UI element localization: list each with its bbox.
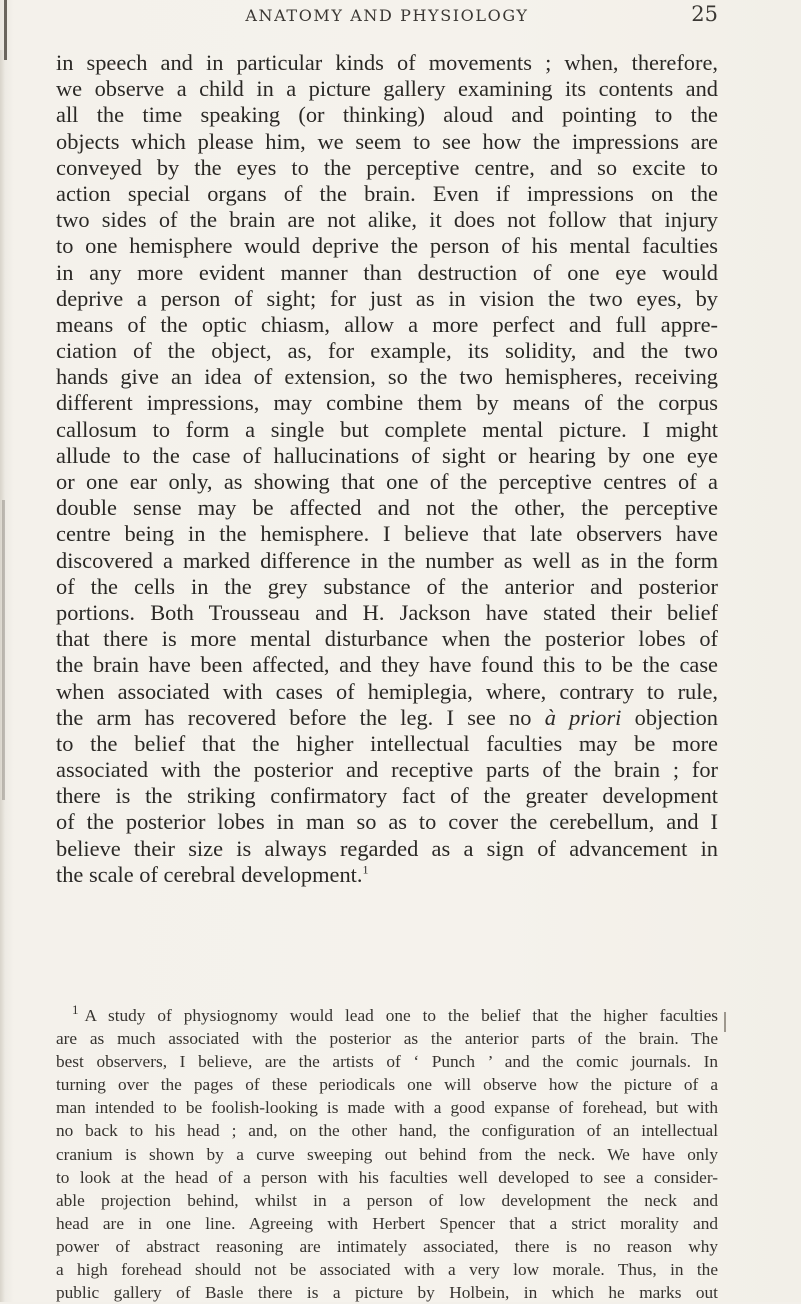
body-line: callosum to form a single but complete mental picture. I might xyxy=(56,416,718,442)
body-line: deprive a person of sight; for just as in vision the two eyes, by xyxy=(56,285,718,311)
body-line: discovered a marked difference in the number as well as in the form xyxy=(56,547,718,573)
footnote-line: man intended to be foolish-looking is made with a good expanse of forehead, but with xyxy=(56,1098,718,1118)
body-line: that there is more mental disturbance when the posterior lobes of xyxy=(56,626,718,652)
body-line: we observe a child in a picture gallery examining its contents and xyxy=(56,76,718,102)
body-line: to one hemisphere would deprive the person of his mental faculties xyxy=(56,233,718,259)
body-line: associated with the posterior and receptive parts of the brain ; for xyxy=(56,757,718,783)
left-margin-shadow xyxy=(2,500,5,800)
footnote-line: public gallery of Basle there is a picture by Holbein, in which he marks out xyxy=(56,1283,718,1303)
body-line-end: objection xyxy=(634,704,718,730)
body-line: hands give an idea of extension, so the two hemispheres, receiving xyxy=(56,364,718,390)
right-margin-mark xyxy=(724,1012,726,1032)
footnote-marker: 1 xyxy=(72,1002,79,1018)
body-line-with-italic xyxy=(56,705,718,731)
body-line-final xyxy=(56,862,718,888)
footnote-line: head are in one line. Agreeing with Herbert Spencer that a strict morality and xyxy=(56,1213,718,1233)
body-line: action special organs of the brain. Even if impressions on the xyxy=(56,180,718,206)
body-line: two sides of the brain are not alike, it does not follow that injury xyxy=(56,207,718,233)
footnote-line xyxy=(56,1004,718,1027)
body-line: allude to the case of hallucinations of sight or hearing by one eye xyxy=(56,442,718,468)
body-line: means of the optic chiasm, allow a more perfect and full appre- xyxy=(56,311,718,337)
body-line-final-text: the scale of cerebral development. xyxy=(56,861,363,887)
body-line: the brain have been affected, and they have found this to be the case xyxy=(56,652,718,678)
footnote-line: are as much associated with the posterior as the anterior parts of the brain. The xyxy=(56,1029,718,1049)
body-line: or one ear only, as showing that one of the perceptive centres of a xyxy=(56,469,718,494)
body-line: centre being in the hemisphere. I believe that late observers have xyxy=(56,521,718,547)
running-head xyxy=(56,4,718,38)
main-paragraph xyxy=(56,50,718,888)
body-line: of the cells in the grey substance of the anterior and posterior xyxy=(56,573,718,599)
body-line-start: the arm has recovered before the leg. I see no xyxy=(56,704,532,730)
footnote-reference: 1 xyxy=(362,862,369,877)
page-number: 25 xyxy=(691,2,718,26)
body-line: there is the striking confirmatory fact of the greater development xyxy=(56,783,718,809)
footnote-line: best observers, I believe, are the artists of ‘ Punch ’ and the comic journals. In xyxy=(56,1052,718,1072)
body-line: of the posterior lobes in man so as to cover the cerebellum, and I xyxy=(56,809,718,835)
body-line: ciation of the object, as, for example, its solidity, and the two xyxy=(56,338,718,364)
body-line: to the belief that the higher intellectual faculties may be more xyxy=(56,730,718,756)
footnote-line: cranium is shown by a curve sweeping out behind from the neck. We have only xyxy=(56,1144,718,1164)
italic-phrase: à priori xyxy=(544,704,622,730)
left-margin-mark xyxy=(4,0,7,60)
footnote-line: a high forehead should not be associated with a very low morale. Thus, in the xyxy=(56,1260,718,1280)
footnote-line-text: A study of physiognomy would lead one to the belief that the higher faculties xyxy=(84,1006,718,1025)
body-line: objects which please him, we seem to see how the impressions are xyxy=(56,128,718,154)
footnote-line: able projection behind, whilst in a person of low development the neck and xyxy=(56,1190,718,1210)
body-line: in speech and in particular kinds of movements ; when, therefore, xyxy=(56,50,718,75)
footnote-line: to look at the head of a person with his faculties well developed to see a consider- xyxy=(56,1167,718,1187)
body-line: all the time speaking (or thinking) aloud and pointing to the xyxy=(56,102,718,128)
footnote xyxy=(56,1004,718,1304)
footnote-line: power of abstract reasoning are intimately associated, there is no reason why xyxy=(56,1236,718,1256)
body-line: believe their size is always regarded as a sign of advancement in xyxy=(56,835,718,861)
body-line: in any more evident manner than destruction of one eye would xyxy=(56,259,718,285)
body-line: when associated with cases of hemiplegia, where, contrary to rule, xyxy=(56,678,718,704)
footnote-line: no back to his head ; and, on the other hand, the configuration of an intellectual xyxy=(56,1121,718,1141)
running-head-title: ANATOMY AND PHYSIOLOGY xyxy=(245,6,529,25)
body-line: different impressions, may combine them by means of the corpus xyxy=(56,390,718,416)
body-line: conveyed by the eyes to the perceptive centre, and so excite to xyxy=(56,154,718,180)
body-line: portions. Both Trousseau and H. Jackson have stated their belief xyxy=(56,599,718,625)
body-line: double sense may be affected and not the other, the perceptive xyxy=(56,495,718,521)
footnote-line: turning over the pages of these periodicals one will observe how the picture of a xyxy=(56,1075,718,1095)
